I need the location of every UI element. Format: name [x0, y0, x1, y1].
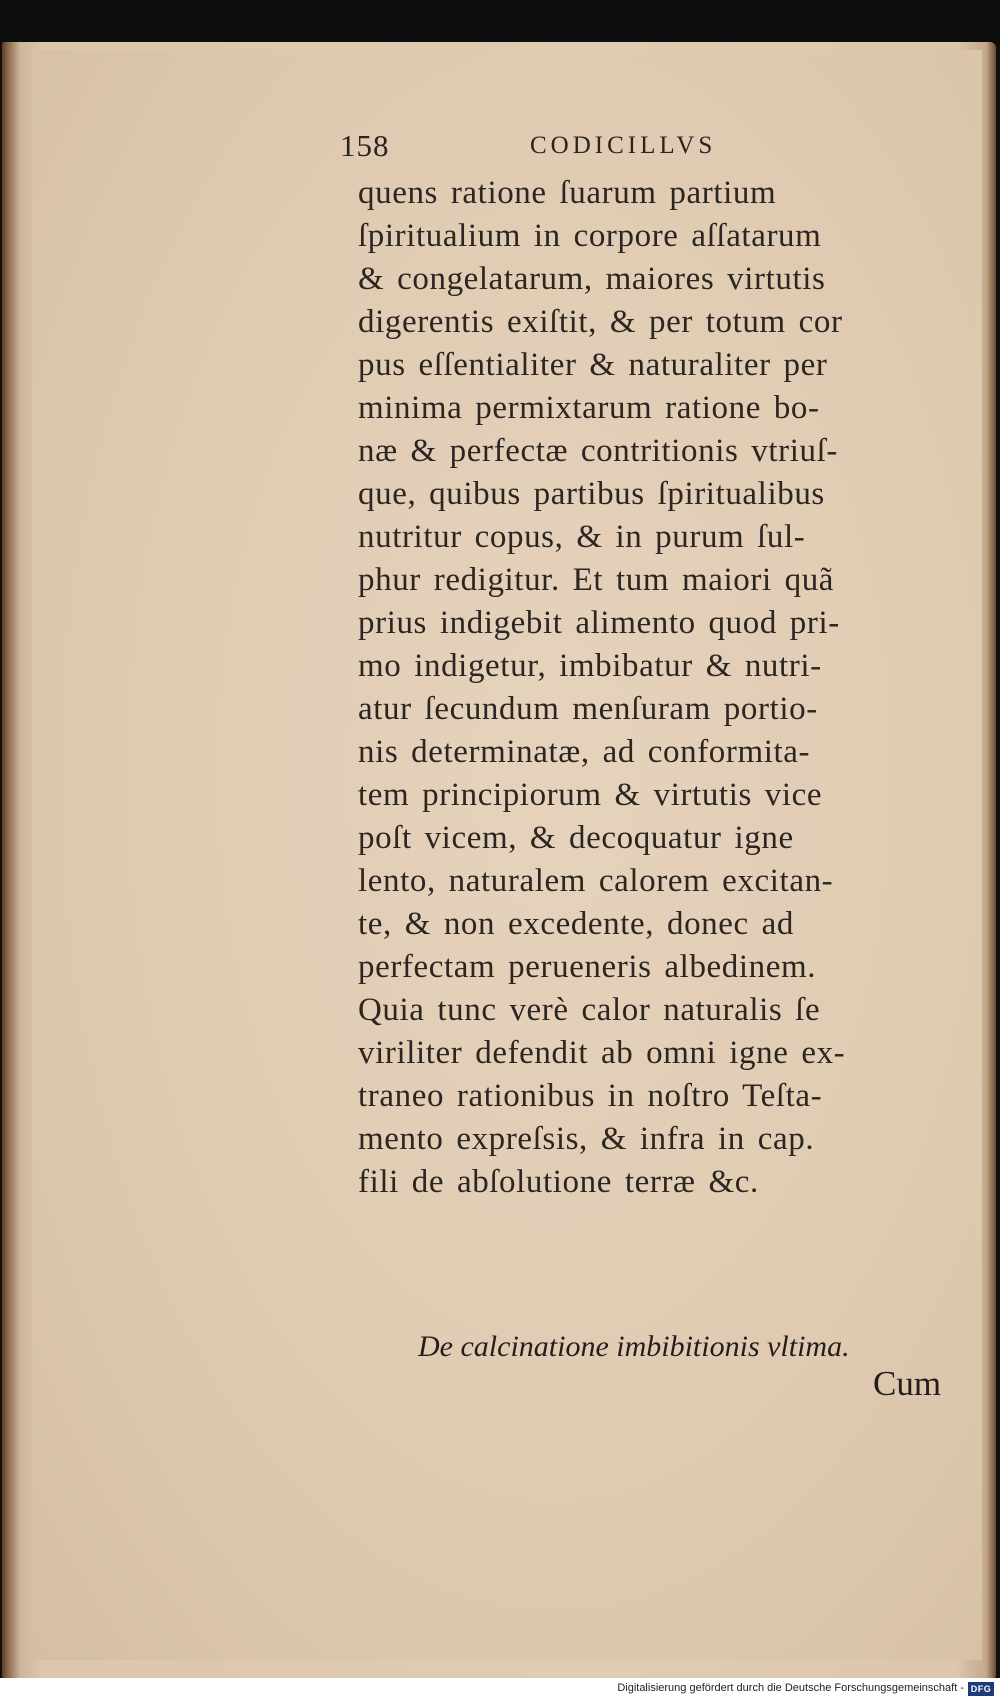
page-number: 158 — [340, 128, 390, 163]
text-line: perfectam perueneris albedinem. — [358, 949, 817, 985]
text-line: phur redigitur. Et tum maiori quã — [358, 562, 835, 598]
text-line: næ & perfectæ contritionis vtriuſ- — [358, 433, 838, 469]
section-heading: De calcinatione imbibitionis vltima. — [418, 1330, 850, 1363]
scan-background — [0, 0, 1000, 48]
text-line: poſt vicem, & decoquatur igne — [358, 820, 794, 856]
text-line: prius indigebit alimento quod pri- — [358, 605, 840, 641]
text-line: minima permixtarum ratione bo- — [358, 390, 820, 426]
dfg-logo: DFG — [968, 1682, 994, 1696]
text-line: Quia tunc verè calor naturalis ſe — [358, 992, 821, 1028]
catchword: Cum — [873, 1364, 942, 1403]
running-head: CODICILLVS — [530, 132, 717, 159]
text-line: tem principiorum & virtutis vice — [358, 777, 823, 813]
text-line: & congelatarum, maiores virtutis — [358, 261, 826, 297]
text-line: te, & non excedente, donec ad — [358, 906, 794, 942]
footer-bar — [0, 1678, 1000, 1701]
text-line: traneo rationibus in noſtro Teſta- — [358, 1078, 823, 1114]
text-line: pus eſſentialiter & naturaliter per — [358, 347, 828, 383]
text-line: mo indigetur, imbibatur & nutri- — [358, 648, 822, 684]
text-line: lento, naturalem calorem excitan- — [358, 863, 834, 899]
page-header — [340, 128, 900, 168]
text-line: fili de abſolutione terræ &c. — [358, 1164, 759, 1200]
text-line: nutritur copus, & in purum ſul- — [358, 519, 806, 555]
text-line: viriliter defendit ab omni igne ex- — [358, 1035, 846, 1071]
text-line: nis determinatæ, ad conformita- — [358, 734, 811, 770]
text-line: que, quibus partibus ſpiritualibus — [358, 476, 825, 512]
body-text — [358, 172, 958, 1204]
digitization-credit: Digitalisierung gefördert durch die Deutsche Forschungsgemeinschaft - — [617, 1682, 964, 1694]
text-line: mento expreſsis, & infra in cap. — [358, 1121, 815, 1157]
text-line: atur ſecundum menſuram portio- — [358, 691, 818, 727]
text-line: digerentis exiſtit, & per totum cor — [358, 304, 843, 340]
text-line: ſpiritualium in corpore aſſatarum — [358, 218, 822, 254]
text-line: quens ratione ſuarum partium — [358, 175, 777, 211]
